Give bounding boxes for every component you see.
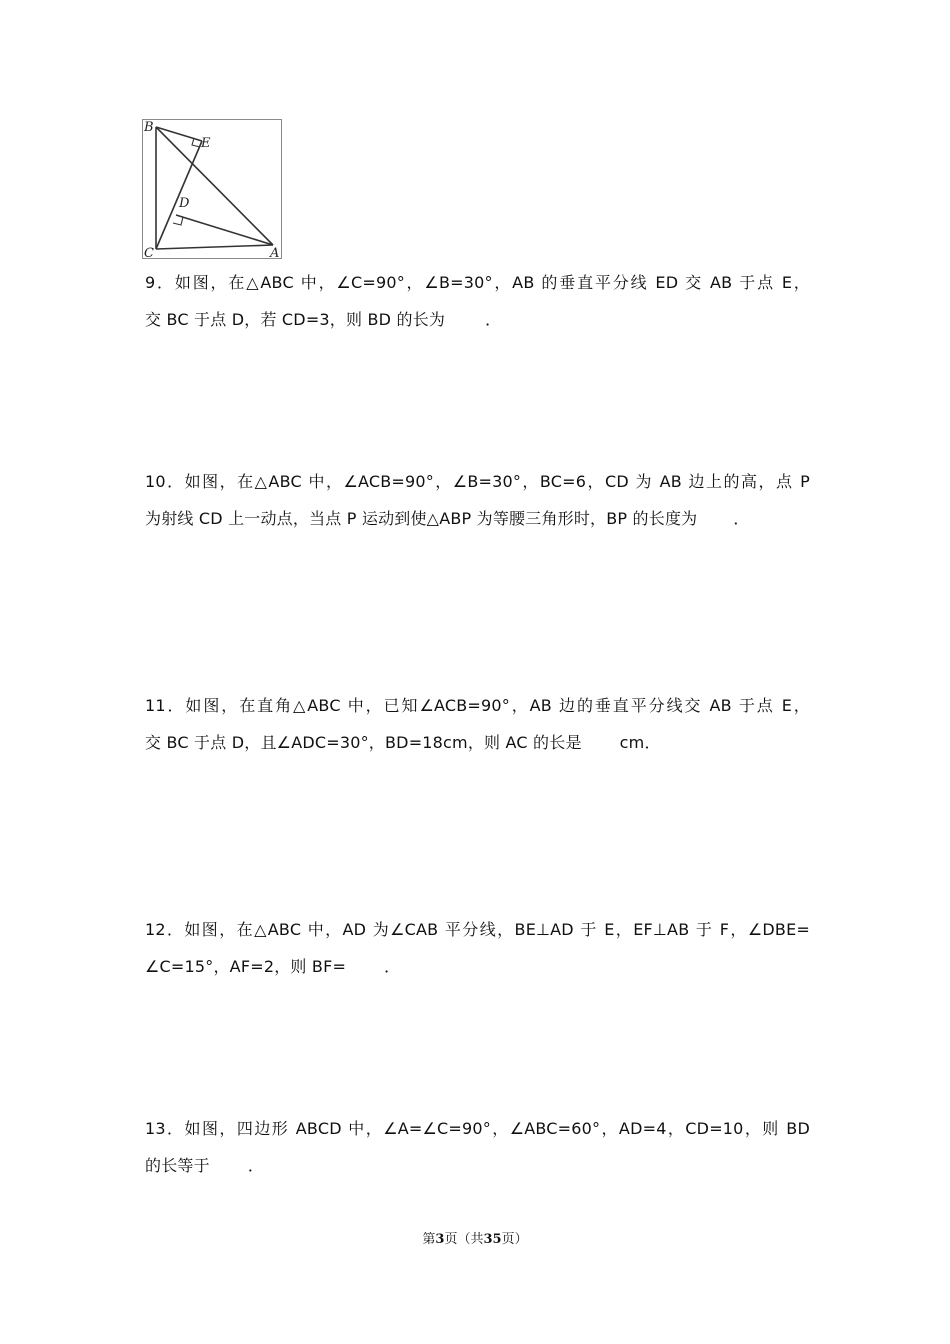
problem-13-line-1: 13．如图，四边形 ABCD 中，∠A=∠C=90°，∠ABC=60°，AD=4，CD=10，则 BD bbox=[145, 1119, 810, 1138]
problem-13-line-2: 的长等于 ． bbox=[145, 1156, 265, 1175]
page-footer: 第3页（共35页） bbox=[422, 1232, 528, 1247]
problem-11 bbox=[145, 687, 810, 761]
problem-11-line-1: 11．如图，在直角△ABC 中，已知∠ACB=90°，AB 边的垂直平分线交 AB 于点 E， bbox=[145, 696, 810, 715]
label-e: E bbox=[201, 136, 211, 151]
problem-10-line-2: 为射线 CD 上一动点，当点 P 运动到使△ABP 为等腰三角形时，BP 的长度为 ． bbox=[145, 509, 750, 528]
label-d: D bbox=[179, 196, 190, 211]
problem-13 bbox=[145, 1110, 810, 1184]
label-c: C bbox=[144, 246, 154, 259]
triangle-figure bbox=[142, 119, 282, 259]
right-angle-mark-d bbox=[173, 217, 183, 225]
problem-9-line-1: 9．如图，在△ABC 中，∠C=90°，∠B=30°，AB 的垂直平分线 ED 交 AB 于点 E， bbox=[145, 273, 810, 292]
segment-ce bbox=[156, 141, 202, 249]
problem-9 bbox=[145, 264, 810, 338]
problem-10-line-1: 10．如图，在△ABC 中，∠ACB=90°，∠B=30°，BC=6，CD 为 AB 边上的高，点 P bbox=[145, 472, 810, 491]
current-page-number: 3 bbox=[435, 1232, 445, 1247]
label-b: B bbox=[144, 120, 154, 135]
problem-11-line-2: 交 BC 于点 D，且∠ADC=30°，BD=18cm，则 AC 的长是 cm． bbox=[145, 733, 661, 752]
figure-border bbox=[143, 120, 282, 259]
segment-ca bbox=[156, 245, 273, 249]
problem-10 bbox=[145, 463, 810, 537]
problem-12-line-2: ∠C=15°，AF=2，则 BF= ． bbox=[145, 957, 401, 976]
total-page-count: 35 bbox=[483, 1232, 502, 1247]
problem-12-line-1: 12．如图，在△ABC 中，AD 为∠CAB 平分线，BE⊥AD 于 E，EF⊥AB 于 F，∠DBE= bbox=[145, 920, 810, 939]
label-a: A bbox=[270, 246, 280, 259]
triangle-diagram bbox=[142, 119, 282, 259]
problem-12 bbox=[145, 911, 810, 985]
problem-9-line-2: 交 BC 于点 D，若 CD=3，则 BD 的长为 ． bbox=[145, 310, 502, 329]
